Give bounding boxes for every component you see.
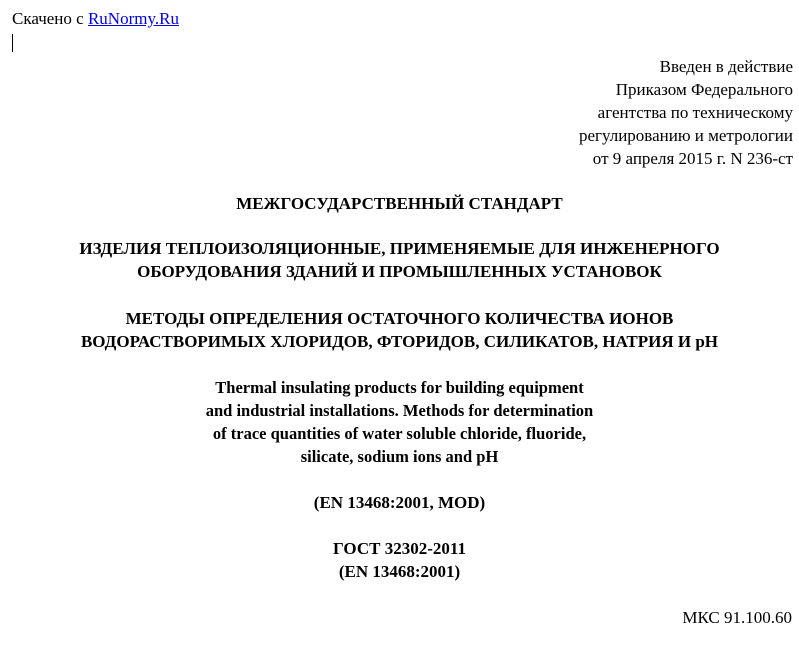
standard-type-text: МЕЖГОСУДАРСТВЕННЫЙ СТАНДАРТ [236,194,563,213]
approval-line: регулированию и метрологии [578,126,793,145]
methods-russian-line: ВОДОРАСТВОРИМЫХ ХЛОРИДОВ, ФТОРИДОВ, СИЛИКАТОВ, НАТРИЯ И рН [80,332,719,351]
methods-russian [0,307,799,353]
source-prefix: Скачено с [12,9,88,28]
title-english [0,376,799,468]
title-russian-line: ИЗДЕЛИЯ ТЕПЛОИЗОЛЯЦИОННЫЕ, ПРИМЕНЯЕМЫЕ ДЛЯ ИНЖЕНЕРНОГО [79,239,720,258]
approval-block [579,55,793,170]
approval-line: от 9 апреля 2015 г. N 236-ст [592,149,793,168]
approval-line: агентства по техническому [597,103,793,122]
title-russian [0,237,799,283]
title-english-line: Thermal insulating products for building equipment [215,378,584,397]
mks-code: МКС 91.100.60 [682,608,792,627]
text-cursor [12,34,13,52]
gost-number: ГОСТ 32302-2011 [333,539,466,558]
source-note [12,8,179,30]
title-english-line: and industrial installations. Methods for determination [205,401,594,420]
en-reference [0,491,799,514]
approval-line: Введен в действие [659,57,793,76]
standard-type-heading [0,192,799,215]
title-russian-line: ОБОРУДОВАНИЯ ЗДАНИЙ И ПРОМЫШЛЕННЫХ УСТАНОВОК [137,262,662,281]
gost-reference: (EN 13468:2001) [338,562,461,581]
methods-russian-line: МЕТОДЫ ОПРЕДЕЛЕНИЯ ОСТАТОЧНОГО КОЛИЧЕСТВА ИОНОВ [125,309,674,328]
source-link[interactable]: RuNormy.Ru [87,9,179,28]
approval-line: Приказом Федерального [615,80,793,99]
gost-designation [0,537,799,583]
title-english-line: of trace quantities of water soluble chloride, fluoride, [212,424,587,443]
en-reference-text: (EN 13468:2001, MOD) [313,493,486,512]
title-english-line: silicate, sodium ions and pH [300,447,499,466]
